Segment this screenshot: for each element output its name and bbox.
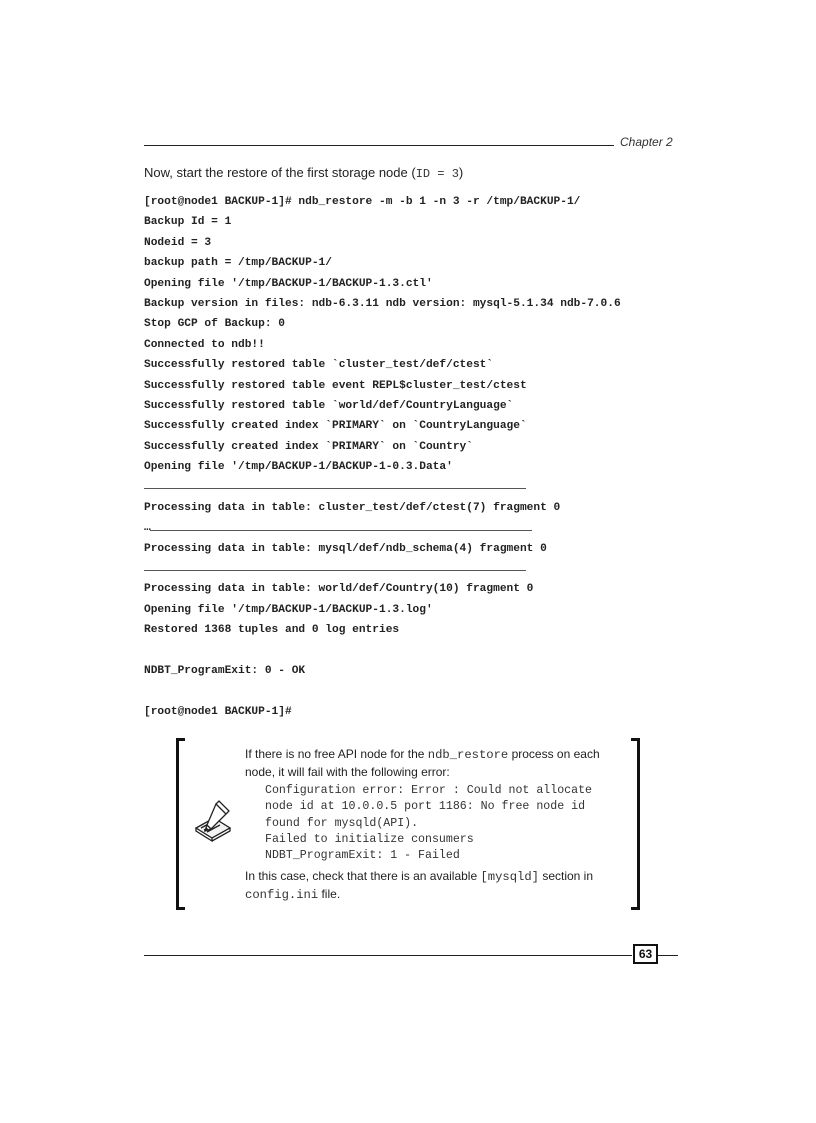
note-box — [176, 738, 640, 912]
page-number: 63 — [633, 944, 658, 964]
note-text-span: If there is no free API node for the — [245, 747, 428, 761]
note-text-span: file. — [318, 887, 341, 902]
code-line: … — [144, 522, 151, 535]
note-bracket-left — [176, 738, 185, 910]
code-line: Restored 1368 tuples and 0 log entries — [144, 624, 400, 637]
chapter-label: Chapter 2 — [620, 135, 673, 149]
intro-text-end: ) — [458, 165, 464, 180]
code-line: Backup version in files: ndb-6.3.11 ndb version: mysql-5.1.34 ndb-7.0.6 — [144, 297, 621, 310]
note-inline-code: config.ini — [245, 888, 319, 903]
intro-code: ID = 3 — [415, 167, 459, 181]
note-text — [245, 746, 615, 904]
note-text-span: In this case, check that there is an available — [245, 869, 481, 884]
note-error-line: Configuration error: Error : Could not allocate — [265, 784, 592, 797]
code-line: Opening file '/tmp/BACKUP-1/BACKUP-1-0.3.Data' — [144, 461, 453, 474]
header-rule — [144, 145, 614, 146]
code-line: Processing data in table: mysql/def/ndb_schema(4) fragment 0 — [144, 542, 547, 555]
code-line — [144, 641, 684, 661]
code-line: Nodeid = 3 — [144, 236, 212, 249]
note-paragraph — [245, 868, 615, 904]
note-pencil-icon — [190, 798, 236, 844]
note-bracket-right — [631, 738, 640, 910]
code-line: Processing data in table: world/def/Country(10) fragment 0 — [144, 583, 534, 596]
note-paragraph — [245, 746, 615, 781]
footer-rule — [144, 955, 632, 956]
note-text-span: section in — [538, 869, 594, 884]
note-inline-code: [mysqld] — [480, 870, 539, 885]
code-line: Backup Id = 1 — [144, 216, 232, 229]
code-line: Successfully created index `PRIMARY` on `CountryLanguage` — [144, 420, 527, 433]
omission-rule — [144, 570, 526, 571]
code-line: Processing data in table: cluster_test/def/ctest(7) fragment 0 — [144, 501, 561, 514]
omission-rule — [144, 488, 526, 489]
code-line: [root@node1 BACKUP-1]# ndb_restore -m -b 1 -n 3 -r /tmp/BACKUP-1/ — [144, 196, 581, 208]
omission-rule — [150, 530, 532, 531]
intro-paragraph — [144, 165, 684, 181]
code-line — [144, 681, 684, 701]
code-line: Connected to ndb!! — [144, 338, 265, 351]
code-line: Successfully restored table `world/def/CountryLanguage` — [144, 399, 514, 412]
terminal-code-block — [144, 192, 684, 722]
code-line: backup path = /tmp/BACKUP-1/ — [144, 257, 332, 270]
note-inline-code: ndb_restore — [427, 748, 509, 762]
note-error-code — [265, 783, 615, 864]
footer-rule-tail — [658, 955, 678, 956]
note-error-line: NDBT_ProgramExit: 1 - Failed — [265, 849, 460, 863]
code-line: Successfully restored table event REPL$cluster_test/ctest — [144, 379, 527, 392]
note-text-span: process on each node, it will fail with the following error: — [245, 747, 600, 779]
note-error-line: Failed to initialize consumers — [265, 832, 474, 846]
code-line: Opening file '/tmp/BACKUP-1/BACKUP-1.3.log' — [144, 603, 433, 616]
note-error-line: node id at 10.0.0.5 port 1186: No free node id — [265, 800, 586, 814]
code-line: Opening file '/tmp/BACKUP-1/BACKUP-1.3.ctl' — [144, 277, 433, 290]
code-line: Successfully restored table `cluster_test/def/ctest` — [144, 359, 494, 372]
code-line: [root@node1 BACKUP-1]# — [144, 705, 292, 718]
intro-text: Now, start the restore of the first storage node ( — [144, 165, 416, 180]
code-line: Successfully created index `PRIMARY` on `Country` — [144, 440, 473, 453]
note-error-line: found for mysqld(API). — [265, 816, 419, 830]
code-line: NDBT_ProgramExit: 0 - OK — [144, 664, 306, 677]
code-line: Stop GCP of Backup: 0 — [144, 318, 285, 331]
